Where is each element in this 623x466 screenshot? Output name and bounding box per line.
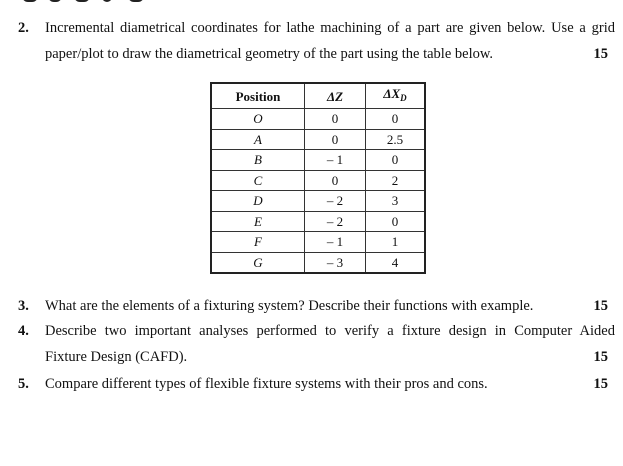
table-row bbox=[211, 211, 425, 232]
question-2 bbox=[18, 20, 615, 70]
question-marks: 15 bbox=[593, 46, 608, 62]
cell-delta-z: 0 bbox=[305, 170, 366, 191]
cell-position: A bbox=[211, 129, 305, 150]
question-4 bbox=[18, 323, 615, 371]
question-5 bbox=[18, 376, 615, 398]
table-row bbox=[211, 150, 425, 171]
cell-position: B bbox=[211, 150, 305, 171]
question-number: 5. bbox=[18, 376, 29, 392]
question-3 bbox=[18, 298, 615, 320]
cell-delta-x: 2.5 bbox=[366, 129, 426, 150]
cell-delta-x: 0 bbox=[366, 109, 426, 130]
question-text-line-2: paper/plot to draw the diametrical geometry of the part using the table below. bbox=[45, 46, 494, 62]
cell-delta-x: 3 bbox=[366, 191, 426, 212]
header-delta-z bbox=[305, 83, 366, 109]
question-marks: 15 bbox=[593, 376, 608, 392]
cell-delta-z: – 1 bbox=[305, 232, 366, 253]
question-text: What are the elements of a fixturing system? Describe their functions with example. bbox=[45, 298, 534, 314]
table-row bbox=[211, 109, 425, 130]
header-delta-x bbox=[366, 83, 426, 109]
question-text-line-1: Incremental diametrical coordinates for lathe machining of a part are given below. Use a grid bbox=[45, 20, 615, 36]
cell-delta-x: 2 bbox=[366, 170, 426, 191]
table-row bbox=[211, 252, 425, 273]
question-number: 2. bbox=[18, 20, 29, 36]
table-row bbox=[211, 129, 425, 150]
cell-position: G bbox=[211, 252, 305, 273]
question-marks: 15 bbox=[593, 298, 608, 314]
cell-delta-z: – 3 bbox=[305, 252, 366, 273]
cell-delta-z: – 1 bbox=[305, 150, 366, 171]
table-header-row bbox=[211, 83, 425, 109]
cell-position: D bbox=[211, 191, 305, 212]
cell-position: F bbox=[211, 232, 305, 253]
header-position: Position bbox=[211, 83, 305, 109]
cropped-text-fragment bbox=[18, 0, 158, 4]
question-number: 4. bbox=[18, 323, 29, 339]
cell-delta-x: 0 bbox=[366, 211, 426, 232]
table-row bbox=[211, 170, 425, 191]
table-row bbox=[211, 232, 425, 253]
cell-delta-z: 0 bbox=[305, 129, 366, 150]
cell-position: O bbox=[211, 109, 305, 130]
cell-delta-z: – 2 bbox=[305, 191, 366, 212]
question-text-line-2: Fixture Design (CAFD). bbox=[45, 349, 188, 365]
table-row bbox=[211, 191, 425, 212]
cell-delta-x: 4 bbox=[366, 252, 426, 273]
cell-delta-z: – 2 bbox=[305, 211, 366, 232]
cell-delta-z: 0 bbox=[305, 109, 366, 130]
header-delta-x-label: ΔX bbox=[383, 86, 401, 101]
cell-position: C bbox=[211, 170, 305, 191]
header-delta-z-label: ΔZ bbox=[326, 88, 344, 104]
question-number: 3. bbox=[18, 298, 29, 314]
cell-delta-x: 0 bbox=[366, 150, 426, 171]
question-text-line-1: Describe two important analyses performed to verify a fixture design in Computer Aided bbox=[45, 323, 615, 339]
question-text: Compare different types of flexible fixture systems with their pros and cons. bbox=[45, 376, 488, 392]
cell-delta-x: 1 bbox=[366, 232, 426, 253]
question-marks: 15 bbox=[593, 349, 608, 365]
cell-position: E bbox=[211, 211, 305, 232]
coordinates-table bbox=[210, 82, 426, 274]
header-delta-x-subscript: D bbox=[400, 93, 407, 103]
